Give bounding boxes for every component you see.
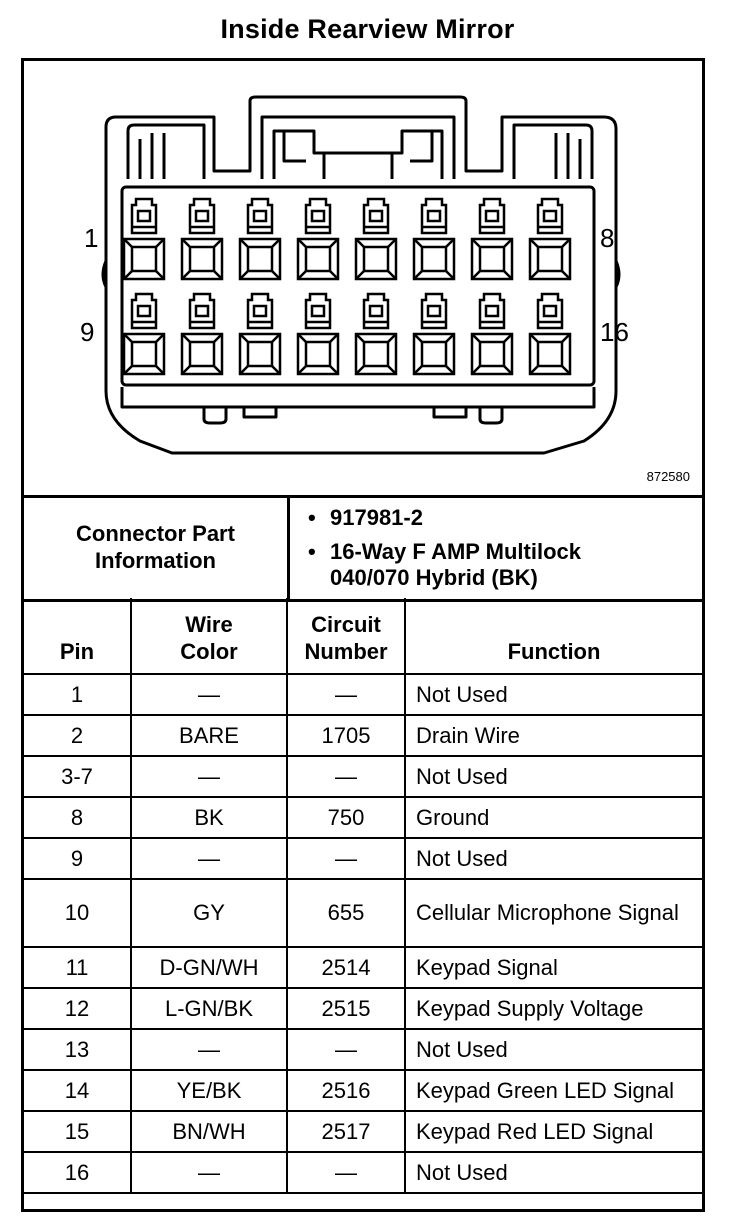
pin-cavity-12 bbox=[298, 294, 338, 374]
cell-function: Not Used bbox=[405, 1152, 702, 1193]
pin-label-9: 9 bbox=[80, 317, 95, 347]
cell-wire-color: GY bbox=[131, 879, 287, 947]
header-wire-color: Wire Color bbox=[131, 598, 287, 674]
table-row bbox=[24, 838, 702, 879]
cell-circuit-number: 2514 bbox=[287, 947, 405, 988]
cell-function: Cellular Microphone Signal bbox=[405, 879, 702, 947]
cell-function: Not Used bbox=[405, 674, 702, 715]
connector-drawing bbox=[24, 61, 702, 495]
cell-wire-color: D-GN/WH bbox=[131, 947, 287, 988]
cell-pin: 8 bbox=[24, 797, 131, 838]
pin-cavity-16 bbox=[530, 294, 570, 374]
table-row bbox=[24, 1070, 702, 1111]
bullet-icon: • bbox=[308, 505, 316, 530]
cell-pin: 10 bbox=[24, 879, 131, 947]
pin-cavity-11 bbox=[240, 294, 280, 374]
table-header-row bbox=[24, 598, 702, 674]
cell-pin: 15 bbox=[24, 1111, 131, 1152]
pin-cavity-9 bbox=[124, 294, 164, 374]
connector-info-label bbox=[24, 495, 290, 599]
pin-cavity-10 bbox=[182, 294, 222, 374]
cell-circuit-number: 1705 bbox=[287, 715, 405, 756]
table-row bbox=[24, 1029, 702, 1070]
cell-circuit-number: 655 bbox=[287, 879, 405, 947]
cell-pin: 9 bbox=[24, 838, 131, 879]
table-row bbox=[24, 797, 702, 838]
table-row bbox=[24, 756, 702, 797]
pin-cavity-4 bbox=[298, 199, 338, 279]
cell-function: Not Used bbox=[405, 838, 702, 879]
connector-info-label-line1: Connector Part bbox=[76, 521, 235, 546]
cell-pin: 13 bbox=[24, 1029, 131, 1070]
pin-cavity-14 bbox=[414, 294, 454, 374]
pin-table bbox=[24, 598, 702, 1194]
pin-cavity-15 bbox=[472, 294, 512, 374]
cell-pin: 11 bbox=[24, 947, 131, 988]
cell-wire-color: — bbox=[131, 838, 287, 879]
cell-wire-color: BN/WH bbox=[131, 1111, 287, 1152]
cell-function: Keypad Green LED Signal bbox=[405, 1070, 702, 1111]
cell-function: Keypad Signal bbox=[405, 947, 702, 988]
pin-cavity-6 bbox=[414, 199, 454, 279]
cell-pin: 14 bbox=[24, 1070, 131, 1111]
pin-cavity-2 bbox=[182, 199, 222, 279]
connector-part-info bbox=[24, 495, 702, 602]
cavity-block bbox=[122, 187, 594, 385]
cell-wire-color: BARE bbox=[131, 715, 287, 756]
cell-circuit-number: 2516 bbox=[287, 1070, 405, 1111]
cell-wire-color: BK bbox=[131, 797, 287, 838]
cell-wire-color: — bbox=[131, 1152, 287, 1193]
connector-diagram bbox=[24, 61, 702, 498]
pin-cavity-8 bbox=[530, 199, 570, 279]
cell-function: Not Used bbox=[405, 1029, 702, 1070]
table-row bbox=[24, 674, 702, 715]
connector-series: 040/070 Hybrid (BK) bbox=[330, 565, 538, 590]
pin-cavity-13 bbox=[356, 294, 396, 374]
cell-circuit-number: 2517 bbox=[287, 1111, 405, 1152]
cell-function: Ground bbox=[405, 797, 702, 838]
pin-label-8: 8 bbox=[600, 223, 615, 253]
cell-circuit-number: — bbox=[287, 756, 405, 797]
connector-sheet bbox=[21, 58, 705, 1212]
connector-info-values bbox=[290, 495, 702, 599]
table-row bbox=[24, 1111, 702, 1152]
cell-pin: 16 bbox=[24, 1152, 131, 1193]
cell-wire-color: — bbox=[131, 1029, 287, 1070]
header-pin: Pin bbox=[24, 598, 131, 674]
cell-function: Keypad Supply Voltage bbox=[405, 988, 702, 1029]
cell-circuit-number: 2515 bbox=[287, 988, 405, 1029]
figure-id: 872580 bbox=[646, 469, 690, 484]
cell-pin: 12 bbox=[24, 988, 131, 1029]
pin-cavity-7 bbox=[472, 199, 512, 279]
cell-circuit-number: — bbox=[287, 674, 405, 715]
table-row bbox=[24, 879, 702, 947]
pin-cavity-5 bbox=[356, 199, 396, 279]
cell-function: Drain Wire bbox=[405, 715, 702, 756]
pin-label-1: 1 bbox=[84, 223, 99, 253]
cell-circuit-number: 750 bbox=[287, 797, 405, 838]
pin-label-16: 16 bbox=[600, 317, 629, 347]
cell-function: Not Used bbox=[405, 756, 702, 797]
connector-type: • 16-Way F AMP Multilock bbox=[308, 539, 582, 564]
cell-pin: 3-7 bbox=[24, 756, 131, 797]
bullet-icon: • bbox=[308, 539, 316, 564]
cell-wire-color: — bbox=[131, 756, 287, 797]
table-row bbox=[24, 947, 702, 988]
cell-function: Keypad Red LED Signal bbox=[405, 1111, 702, 1152]
header-function: Function bbox=[405, 598, 702, 674]
cell-pin: 1 bbox=[24, 674, 131, 715]
table-row bbox=[24, 1152, 702, 1193]
cell-wire-color: — bbox=[131, 674, 287, 715]
table-row bbox=[24, 715, 702, 756]
page-title: Inside Rearview Mirror bbox=[220, 14, 515, 44]
cell-wire-color: YE/BK bbox=[131, 1070, 287, 1111]
cell-circuit-number: — bbox=[287, 838, 405, 879]
pin-cavity-1 bbox=[124, 199, 164, 279]
connector-part-number: • 917981-2 bbox=[308, 505, 423, 530]
cell-circuit-number: — bbox=[287, 1029, 405, 1070]
cell-wire-color: L-GN/BK bbox=[131, 988, 287, 1029]
cell-pin: 2 bbox=[24, 715, 131, 756]
cell-circuit-number: — bbox=[287, 1152, 405, 1193]
pin-cavity-3 bbox=[240, 199, 280, 279]
header-circuit-number: Circuit Number bbox=[287, 598, 405, 674]
connector-info-label-line2: Information bbox=[94, 548, 216, 573]
table-row bbox=[24, 988, 702, 1029]
